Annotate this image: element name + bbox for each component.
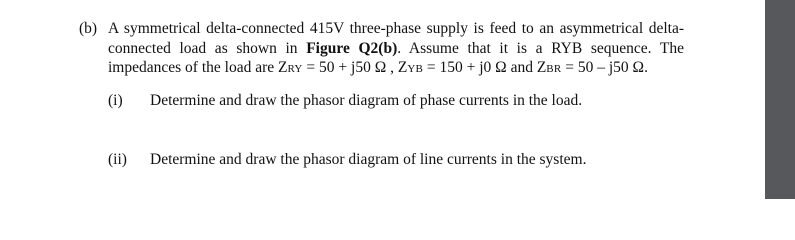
vertical-scrollbar[interactable]: [765, 0, 795, 199]
item-text-ii: Determine and draw the phasor diagram of line currents in the system.: [150, 151, 587, 168]
question-line-2-start: connected load as shown in: [108, 39, 307, 57]
question-line-2-end: . Assume that it is a RYB sequence. The: [397, 39, 685, 57]
part-label: (b): [79, 20, 98, 37]
subscript-br: BR: [546, 63, 562, 75]
question-line-2: [108, 39, 684, 59]
figure-reference: Figure Q2(b): [306, 39, 398, 57]
item-number-ii: (ii): [108, 151, 127, 168]
question-line-1: A symmetrical delta-connected 415V three-phase supply is feed to an asymmetrical delta-: [108, 20, 684, 37]
impedance-text-end: = 50 – j50 Ω.: [561, 59, 648, 76]
subscript-yb: YB: [407, 63, 424, 75]
impedance-text-mid1: = 50 + j50 Ω , Z: [302, 59, 408, 76]
subscript-ry: RY: [287, 63, 303, 75]
item-number-i: (i): [108, 92, 123, 109]
question-line-3: [108, 58, 684, 80]
item-text-i: Determine and draw the phasor diagram of phase currents in the load.: [150, 92, 583, 109]
impedance-text-mid2: = 150 + j0 Ω and Z: [423, 59, 547, 76]
question-text: [108, 19, 684, 80]
impedance-text-prefix: impedances of the load are Z: [108, 59, 288, 76]
